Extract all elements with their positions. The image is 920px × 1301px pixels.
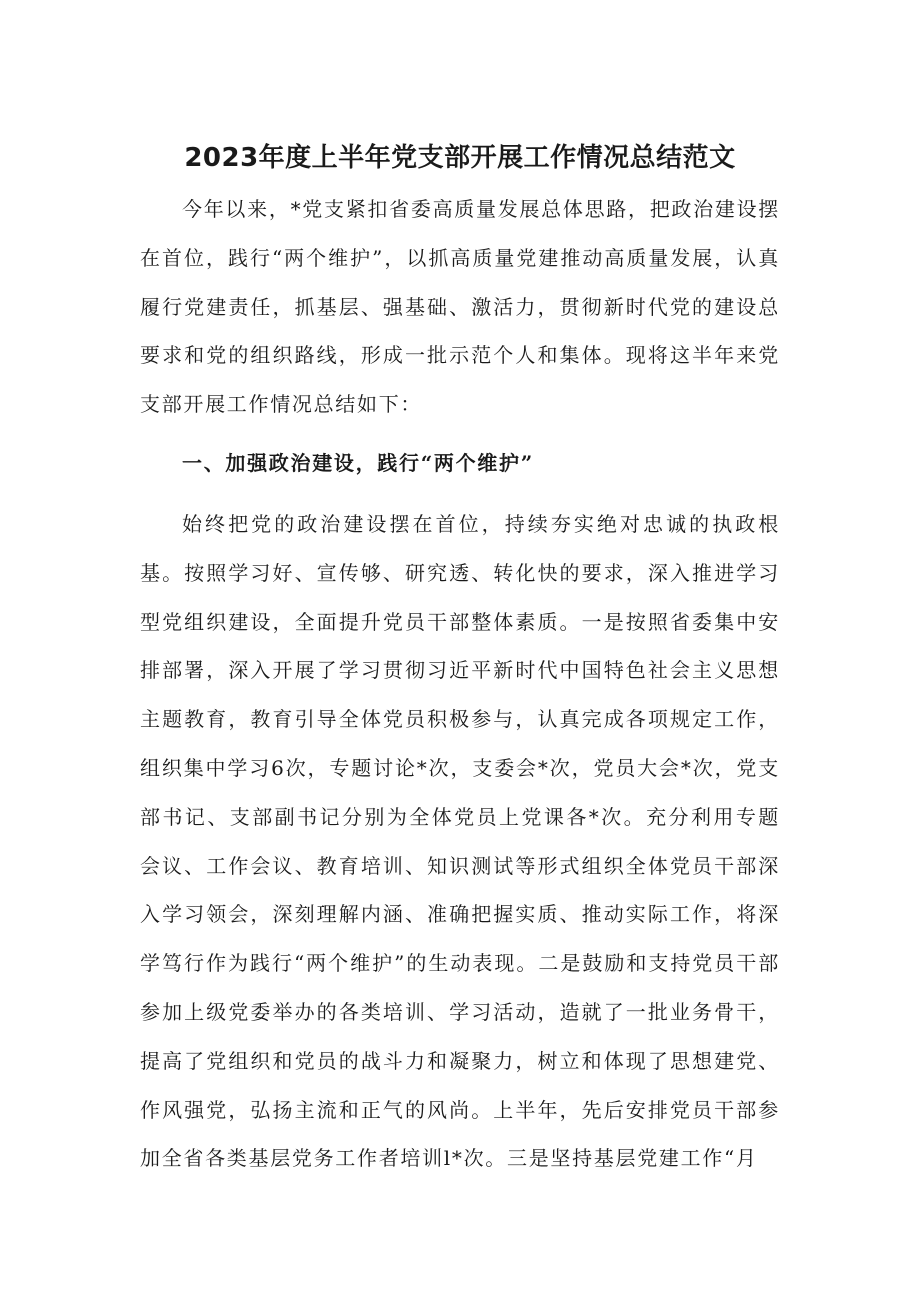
section-heading-1: 一、加强政治建设，践行“两个维护” <box>182 451 534 475</box>
document-title: 2023年度上半年党支部开展工作情况总结范文 <box>184 143 736 173</box>
intro-paragraph: 今年以来，*党支紧扣省委高质量发展总体思路，把政治建设摆在首位，践行“两个维护”，以抓高质量党建推动高质量发展，认真履行党建责任，抓基层、强基础、激活力，贯彻新时代党的建设总要求和党的组织路线，形成一批示范个人和集体。现将这半年来党支部开展工作情况总结如下： <box>140 197 780 417</box>
body-paragraph: 始终把党的政治建设摆在首位，持续夯实绝对忠诚的执政根基。按照学习好、宣传够、研究透、转化快的要求，深入推进学习型党组织建设，全面提升党员干部整体素质。一是按照省委集中安排部署，深入开展了学习贯彻习近平新时代中国特色社会主义思想主题教育，教育引导全体党员积极参与，认真完成各项规定工作，组织集中学习6次，专题讨论*次，支委会*次，党员大会*次，党支部书记、支部副书记分别为全体党员上党课各*次。充分利用专题会议、工作会议、教育培训、知识测试等形式组织全体党员干部深入学习领会，深刻理解内涵、准确把握实质、推动实际工作，将深学笃行作为践行“两个维护”的生动表现。二是鼓励和支持党员干部参加上级党委举办的各类培训、学习活动，造就了一批业务骨干，提高了党组织和党员的战斗力和凝聚力，树立和体现了思想建党、作风强党，弘扬主流和正气的风尚。上半年，先后安排党员干部参加全省各类基层党务工作者培训l*次。三是坚持基层党建工作“月 <box>140 512 780 1171</box>
